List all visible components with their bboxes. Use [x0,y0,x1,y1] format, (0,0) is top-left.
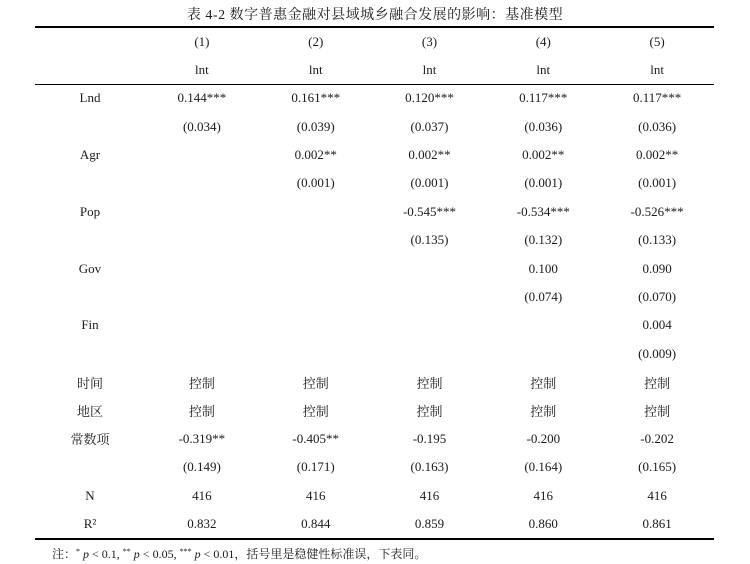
coefficient-cell: -0.534*** [516,203,570,219]
std-error-cell: (0.036) [524,118,563,134]
std-error-cell [259,283,373,311]
coefficient-cell: 0.844 [301,516,331,532]
coefficient-cell: -0.526*** [630,203,684,219]
std-error-cell: (0.001) [638,175,677,191]
std-error-cell [145,169,259,197]
row-label: Gov [78,260,102,276]
regression-table [35,28,714,538]
std-error-cell: (0.149) [182,459,221,475]
std-error-cell: (0.070) [638,288,677,304]
column-number: (2) [308,34,324,49]
coefficient-cell: 0.002** [635,146,679,162]
coefficient-cell: 0.002** [522,146,565,162]
note-p-3: p [191,547,201,561]
std-error-cell: (0.039) [296,118,335,134]
row-label [35,112,145,140]
table-row [35,84,714,112]
coefficient-cell: 416 [192,487,212,503]
coefficient-cell [486,311,600,339]
std-error-cell: (0.135) [410,232,449,248]
coefficient-cell: -0.319** [178,430,226,446]
row-label [35,226,145,254]
coefficient-cell: 控制 [530,403,557,419]
std-error-cell [145,340,259,368]
table-note [52,545,426,562]
coefficient-cell [259,198,373,226]
coefficient-cell: 0.117*** [519,90,568,106]
coefficient-cell: 0.120*** [405,90,454,106]
row-label [35,283,145,311]
coefficient-cell: 0.002** [294,146,337,162]
coefficient-cell: -0.195 [412,430,447,446]
column-number: (5) [649,34,665,49]
coefficient-cell: 416 [305,487,326,503]
dependent-variable: lnt [536,62,551,77]
note-p-1: p [80,547,90,561]
column-number: (1) [194,34,210,49]
coefficient-cell: 控制 [644,403,671,419]
std-error-cell [373,283,487,311]
coefficient-cell: 0.004 [642,317,672,333]
coefficient-cell: 416 [419,487,440,503]
dependent-variable: lnt [195,62,209,77]
dependent-variable-row [35,56,714,84]
row-label: Agr [79,146,101,162]
header-stub [35,56,145,84]
std-error-cell: (0.001) [296,175,335,191]
row-label: N [85,487,95,503]
table-row [35,510,714,538]
row-label [35,453,145,481]
std-error-cell: (0.001) [524,175,563,191]
std-error-row [35,226,714,254]
table-row [35,198,714,226]
coefficient-cell [145,198,259,226]
std-error-cell: (0.133) [638,232,677,248]
coefficient-cell: 控制 [416,375,443,391]
std-error-cell [259,340,373,368]
coefficient-cell: 0.144*** [177,90,227,106]
coefficient-cell: 0.860 [528,516,558,532]
coefficient-cell [373,311,487,339]
row-label: Fin [81,317,99,333]
coefficient-cell: -0.200 [526,430,561,446]
table-header [35,28,714,84]
table-row [35,311,714,339]
coefficient-cell: 控制 [188,375,215,391]
std-error-cell [486,340,600,368]
std-error-cell: (0.009) [638,345,677,361]
column-number: (3) [421,34,438,49]
std-error-cell: (0.171) [296,459,335,475]
row-label: 常数项 [70,432,110,448]
table-body [35,84,714,538]
note-p-2: p [130,547,140,561]
note-star-3: *** [179,547,192,556]
coefficient-cell [259,254,373,282]
table-row [35,481,714,509]
bottom-rule [35,538,714,540]
std-error-cell [259,226,373,254]
coefficient-cell: 416 [533,487,554,503]
std-error-cell: (0.034) [182,118,221,134]
row-label: R² [83,516,97,532]
std-error-row [35,169,714,197]
std-error-cell: (0.164) [524,459,563,475]
table-row [35,425,714,453]
coefficient-cell: 0.861 [642,516,672,532]
dependent-variable: lnt [422,62,437,77]
row-label: Lnd [79,90,101,106]
std-error-row [35,112,714,140]
coefficient-cell: 0.090 [642,260,672,276]
dependent-variable: lnt [308,62,323,77]
note-star-1: * [76,547,81,556]
note-star-2: ** [122,547,131,556]
coefficient-cell [145,141,259,169]
coefficient-cell: 0.100 [528,260,558,276]
coefficient-cell [145,254,259,282]
std-error-cell [145,226,259,254]
row-label [35,169,145,197]
std-error-cell: (0.074) [524,288,563,304]
coefficient-cell: 控制 [416,403,443,419]
std-error-row [35,340,714,368]
table-caption: 表 4-2 数字普惠金融对县域城乡融合发展的影响：基准模型 [186,8,564,23]
dependent-variable: lnt [650,62,664,77]
std-error-cell: (0.163) [410,459,449,475]
coefficient-cell: 0.832 [187,516,217,532]
std-error-cell [373,340,487,368]
coefficient-cell [145,311,259,339]
coefficient-cell: 0.859 [414,516,445,532]
row-label: 地区 [76,403,103,419]
row-label: 时间 [76,375,103,391]
std-error-row [35,283,714,311]
coefficient-cell: -0.405** [292,430,339,446]
column-number: (4) [535,34,551,49]
note-prefix: 注： [52,547,77,561]
coefficient-cell: 416 [647,487,667,503]
table-row [35,141,714,169]
coefficient-cell: 控制 [188,403,215,419]
coefficient-cell: 控制 [644,375,671,391]
coefficient-cell: -0.545*** [402,203,457,219]
std-error-cell: (0.037) [410,118,449,134]
column-number-row [35,28,714,56]
coefficient-cell: -0.202 [640,430,674,446]
table-row [35,254,714,282]
coefficient-cell [373,254,487,282]
note-threshold-1: < 0.1, [89,547,123,561]
coefficient-cell: 0.117*** [632,90,682,106]
coefficient-cell [259,311,373,339]
coefficient-cell: 控制 [530,375,557,391]
header-stub [35,28,145,56]
coefficient-cell: 控制 [302,375,329,391]
std-error-row [35,453,714,481]
std-error-cell: (0.001) [410,175,449,191]
table-row [35,396,714,424]
std-error-cell: (0.132) [524,232,563,248]
std-error-cell [145,283,259,311]
row-label: Pop [79,203,101,219]
row-label [35,340,145,368]
std-error-cell: (0.036) [638,118,677,134]
note-threshold-3: < 0.01，括号里是稳健性标准误，下表同。 [200,547,427,561]
std-error-cell: (0.165) [638,459,677,475]
coefficient-cell: 控制 [302,403,329,419]
coefficient-cell: 0.002** [408,146,451,162]
table-row [35,368,714,396]
coefficient-cell: 0.161*** [291,90,341,106]
note-threshold-2: < 0.05, [139,547,180,561]
